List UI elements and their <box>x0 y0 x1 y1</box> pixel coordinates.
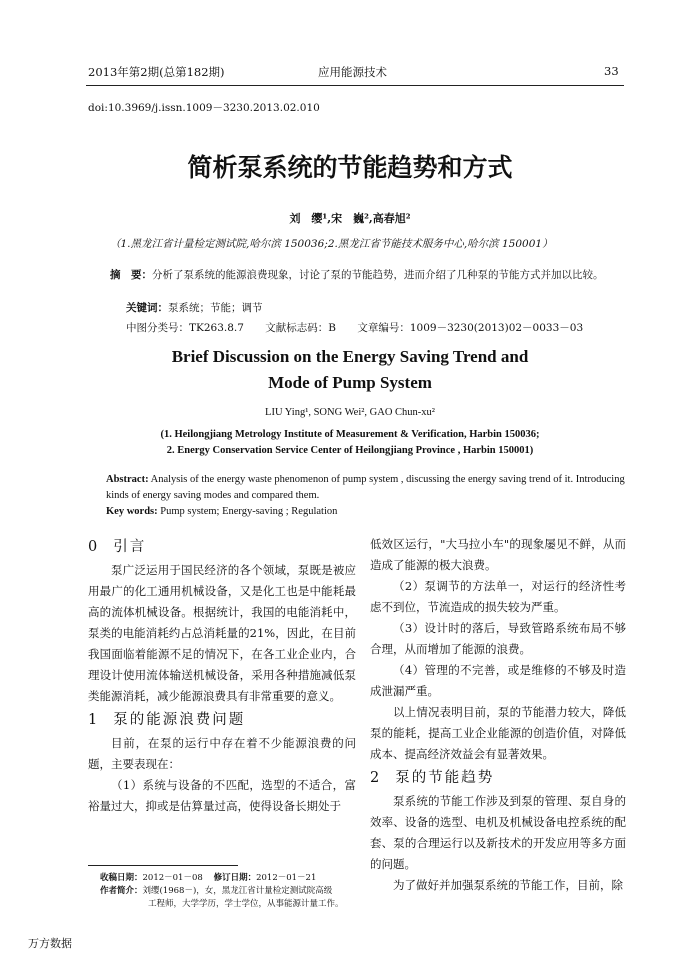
abstract-cn <box>110 267 626 283</box>
author-bio-line1: 刘缨(1968－)，女，黑龙江省计量检定测试院高级 <box>142 886 333 896</box>
authors-cn: 刘 缨¹,宋 巍²,高春旭² <box>289 212 411 225</box>
watermark: 万方数据 <box>28 937 72 950</box>
paragraph: 低效区运行，"大马拉小车"的现象屡见不鲜，从而造成了能源的极大浪费。 <box>370 537 626 572</box>
keywords-cn-label: 关键词： <box>126 302 168 314</box>
keywords-en <box>106 506 337 517</box>
running-header-journal: 应用能源技术 <box>318 65 387 79</box>
section-heading-problem <box>88 707 356 733</box>
keywords-en-text: Pump system; Energy-saving ; Regulation <box>157 506 338 517</box>
footnote-author <box>100 885 370 898</box>
section-title: 泵的节能趋势 <box>395 770 495 786</box>
abstract-en-label: Abstract: <box>106 474 149 485</box>
document-code: 文献标志码：B <box>265 322 336 334</box>
keywords-cn-text: 泵系统；节能；调节 <box>168 302 263 314</box>
header-divider <box>86 85 624 86</box>
paragraph: （1）系统与设备的不匹配，选型的不适合，富裕量过大，抑或是估算量过高，使得设备长期处于 <box>88 778 356 813</box>
author-bio-line2: 工程师，大学学历，学士学位，从事能源计量工作。 <box>148 899 344 909</box>
article-title-en <box>0 344 700 396</box>
classification-row <box>126 320 601 335</box>
running-header-issue: 2013年第2期(总第182期) <box>88 65 225 79</box>
paragraph: （2）泵调节的方法单一，对运行的经济性考虑不到位，节流造成的损失较为严重。 <box>370 579 626 614</box>
affiliation-en-line1: (1. Heilongjiang Metrology Institute of Measurement & Verification, Harbin 150036; <box>160 429 540 440</box>
paragraph: （3）设计时的落后，导致管路系统布局不够合理，从而增加了能源的浪费。 <box>370 621 626 656</box>
keywords-cn <box>126 300 263 315</box>
footnote <box>100 872 370 911</box>
title-en-line1: Brief Discussion on the Energy Saving Trend and <box>171 347 529 366</box>
section-number: 1 <box>88 712 100 728</box>
body-column-left <box>88 534 356 817</box>
abstract-en-text: Analysis of the energy waste phenomenon of pump system , discussing the energy saving trend of it. Introducing kinds of energy saving modes and compared them. <box>106 474 625 501</box>
page-number: 33 <box>604 64 619 78</box>
paragraph: 目前，在泵的运行中存在着不少能源浪费的问题，主要表现在： <box>88 736 356 771</box>
section-heading-intro <box>88 534 356 560</box>
clc-number: 中图分类号：TK263.8.7 <box>126 322 244 334</box>
revised-date: 2012－01－21 <box>256 873 317 883</box>
received-date: 2012－01－08 <box>142 873 203 883</box>
author-bio-label: 作者简介： <box>100 886 143 896</box>
affiliation-en-line2: 2. Energy Conservation Service Center of Heilongjiang Province , Harbin 150001) <box>166 445 534 456</box>
affiliations-en <box>0 427 700 459</box>
section-number: 0 <box>88 539 100 555</box>
section-number: 2 <box>370 770 382 786</box>
article-number: 文章编号：1009－3230(2013)02－0033－03 <box>357 322 584 334</box>
paragraph: 以上情况表明目前，泵的节能潜力较大，降低泵的能耗，提高工业企业能源的创造价值，对降低成本、提高经济效益会有显著效果。 <box>370 705 626 761</box>
body-column-right <box>370 534 626 896</box>
received-label: 收稿日期： <box>100 873 143 883</box>
revised-label: 修订日期： <box>213 873 257 883</box>
paragraph: （4）管理的不完善，或是维修的不够及时造成泄漏严重。 <box>370 663 626 698</box>
paragraph: 为了做好并加强泵系统的节能工作，目前，除 <box>393 878 623 892</box>
article-title-cn: 简析泵系统的节能趋势和方式 <box>187 153 513 182</box>
abstract-cn-label: 摘 要： <box>110 269 152 281</box>
abstract-en <box>106 472 626 504</box>
paragraph: 泵广泛运用于国民经济的各个领域，泵既是被应用最广的化工通用机械设备，又是化工也是中能耗最高的流体机械设备。根据统计，我国的电能消耗中，泵类的电能消耗约占总消耗量的21%，因此，在目前我国面临着能源不足的情况下，在各工业企业内，合理设计使用流体输送机械设备，采用各种措施减低泵类能源消耗，减少能源浪费具有非常重要的意义。 <box>88 563 356 703</box>
authors-en: LIU Ying¹, SONG Wei², GAO Chun-xu² <box>265 407 435 418</box>
abstract-cn-text: 分析了泵系统的能源浪费现象，讨论了泵的节能趋势，进而介绍了几种泵的节能方式并加以比较。 <box>152 269 604 281</box>
title-en-line2: Mode of Pump System <box>268 373 432 392</box>
section-heading-trend <box>370 765 626 791</box>
keywords-en-label: Key words: <box>106 506 158 517</box>
doi[interactable]: doi:10.3969/j.issn.1009－3230.2013.02.010 <box>88 102 320 114</box>
footnote-divider <box>88 865 238 866</box>
section-title: 泵的能源浪费问题 <box>113 712 246 728</box>
footnote-dates <box>100 872 370 885</box>
affiliations-cn: （1.黑龙江省计量检定测试院,哈尔滨 150036;2.黑龙江省节能技术服务中心,哈尔滨 150001） <box>110 238 553 250</box>
paragraph: 泵系统的节能工作涉及到泵的管理、泵自身的效率、设备的选型、电机及机械设备电控系统的配套、泵的合理运行以及新技术的开发应用等多方面的问题。 <box>370 794 626 871</box>
section-title: 引言 <box>113 539 147 555</box>
